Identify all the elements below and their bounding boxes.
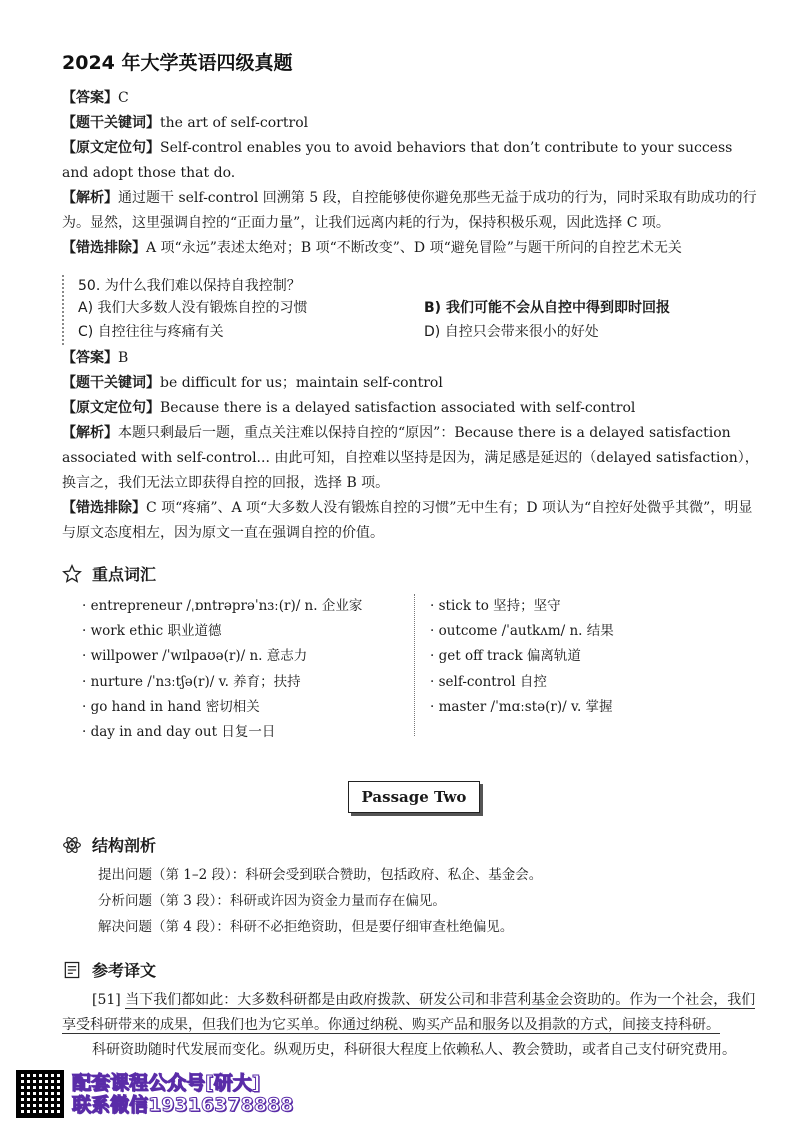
q49-exclude: 【错选排除】A 项“永远”表述太绝对；B 项“不断改变”、D 项“避免冒险”与题干所问的自控艺术无关 bbox=[62, 240, 682, 256]
q49-locate: 【原文定位句】Self-control enables you to avoid behaviors that don’t contribute to your success and adopt those that do. bbox=[62, 140, 733, 181]
watermark-line-2: 联系微信19316378888 bbox=[72, 1094, 294, 1116]
q50-option-a: A) 我们大多数人没有锻炼自控的习惯 bbox=[78, 300, 308, 316]
passage-label-box bbox=[348, 781, 480, 813]
para-number: [51] bbox=[92, 992, 121, 1008]
q50-option-c: C) 自控往往与疼痛有关 bbox=[78, 324, 224, 340]
vocab-left-list bbox=[82, 594, 362, 745]
para-1-text: 当下我们都如此：大多数科研都是由政府拨款、研发公司和非营利基金会资助的。作为一个社会，我们享受科研带来的成果，但我们也为它买单。你通过纳税、购买产品和服务以及捐款的方式，间接支持科研。 bbox=[62, 992, 756, 1033]
q50-question: 50. 为什么我们难以保持自我控制？ bbox=[78, 278, 301, 294]
vocab-item: · self-control 自控 bbox=[430, 670, 614, 695]
vocab-right-list bbox=[430, 594, 614, 720]
q50-keywords: 【题干关键词】be difficult for us；maintain self-control bbox=[62, 375, 443, 391]
q50-option-d: D) 自控只会带来很小的好处 bbox=[424, 324, 599, 340]
vocab-heading-text: 重点词汇 bbox=[92, 565, 157, 584]
q49-answer-block bbox=[62, 86, 762, 261]
structure-list bbox=[98, 862, 542, 940]
q50-exclude: 【错选排除】C 项“疼痛”、A 项“大多数人没有锻炼自控的习惯”无中生有；D 项认为“自控好处微乎其微”，明显与原文态度相左，因为原文一直在强调自控的价值。 bbox=[62, 500, 753, 541]
star-icon bbox=[62, 564, 82, 584]
watermark bbox=[16, 1070, 293, 1118]
vocab-divider bbox=[414, 594, 415, 736]
vocab-item: · work ethic 职业道德 bbox=[82, 619, 362, 644]
q50-answer: 【答案】B bbox=[62, 350, 129, 366]
vocab-item: · nurture /ˈnɜːtʃə(r)/ v. 养育；扶持 bbox=[82, 670, 362, 695]
vocab-item: · go hand in hand 密切相关 bbox=[82, 695, 362, 720]
vocab-item: · entrepreneur /ˌɒntrəprəˈnɜː(r)/ n. 企业家 bbox=[82, 594, 362, 619]
structure-heading-text: 结构剖析 bbox=[92, 836, 157, 855]
structure-heading bbox=[62, 833, 156, 856]
vocab-item: · willpower /ˈwɪlpaʊə(r)/ n. 意志力 bbox=[82, 644, 362, 669]
watermark-text bbox=[72, 1072, 293, 1116]
q49-answer: 【答案】C bbox=[62, 90, 129, 106]
translation-para-1 bbox=[62, 988, 762, 1038]
vocab-item: · get off track 偏离轨道 bbox=[430, 644, 614, 669]
vocab-item: · outcome /ˈautkʌm/ n. 结果 bbox=[430, 619, 614, 644]
vocab-item: · stick to 坚持；坚守 bbox=[430, 594, 614, 619]
document-icon bbox=[62, 960, 82, 980]
q50-answer-block bbox=[62, 346, 762, 546]
page-title: 2024 年大学英语四级真题 bbox=[62, 52, 293, 74]
q50-option-b: B) 我们可能不会从自控中得到即时回报 bbox=[424, 300, 670, 316]
q49-analysis: 【解析】通过题干 self-control 回溯第 5 段，自控能够使你避免那些无益于成功的行为，同时采取有助成功的行为。显然，这里强调自控的“正面力量”，让我们远离内耗的行为，保持积极乐观，因此选择 C 项。 bbox=[62, 190, 757, 231]
atom-icon bbox=[62, 835, 82, 855]
vocab-heading bbox=[62, 562, 156, 585]
watermark-line-1: 配套课程公众号[研大] bbox=[72, 1072, 261, 1094]
passage-label: Passage Two bbox=[361, 788, 467, 806]
vocab-item: · day in and day out 日复一日 bbox=[82, 720, 362, 745]
translation-para-2: 科研资助随时代发展而变化。纵观历史，科研很大程度上依赖私人、教会赞助，或者自己支付研究费用。 bbox=[92, 1042, 736, 1058]
translation-heading bbox=[62, 958, 156, 981]
structure-line: 提出问题（第 1–2 段）：科研会受到联合赞助，包括政府、私企、基金会。 bbox=[98, 867, 543, 883]
q50-question-box bbox=[62, 275, 764, 345]
q50-locate: 【原文定位句】Because there is a delayed satisfaction associated with self-control bbox=[62, 400, 636, 416]
translation-heading-text: 参考译文 bbox=[92, 961, 157, 980]
structure-line: 解决问题（第 4 段）：科研不必拒绝资助，但是要仔细审查杜绝偏见。 bbox=[98, 919, 514, 935]
vocab-item: · master /ˈmɑːstə(r)/ v. 掌握 bbox=[430, 695, 614, 720]
qr-code-icon bbox=[16, 1070, 64, 1118]
q49-keywords: 【题干关键词】the art of self-cortrol bbox=[62, 115, 309, 131]
q50-analysis: 【解析】本题只剩最后一题，重点关注难以保持自控的“原因”：Because there is a delayed satisfaction associated with self-control... 由此可知，自控难以坚持是因为，满足感是延迟的（delayed satisfaction），换言之，我们无法立即获得自控的回报，选择 B 项。 bbox=[62, 425, 759, 491]
structure-line: 分析问题（第 3 段）：科研或许因为资金力量而存在偏见。 bbox=[98, 893, 446, 909]
translation-body bbox=[62, 988, 762, 1063]
